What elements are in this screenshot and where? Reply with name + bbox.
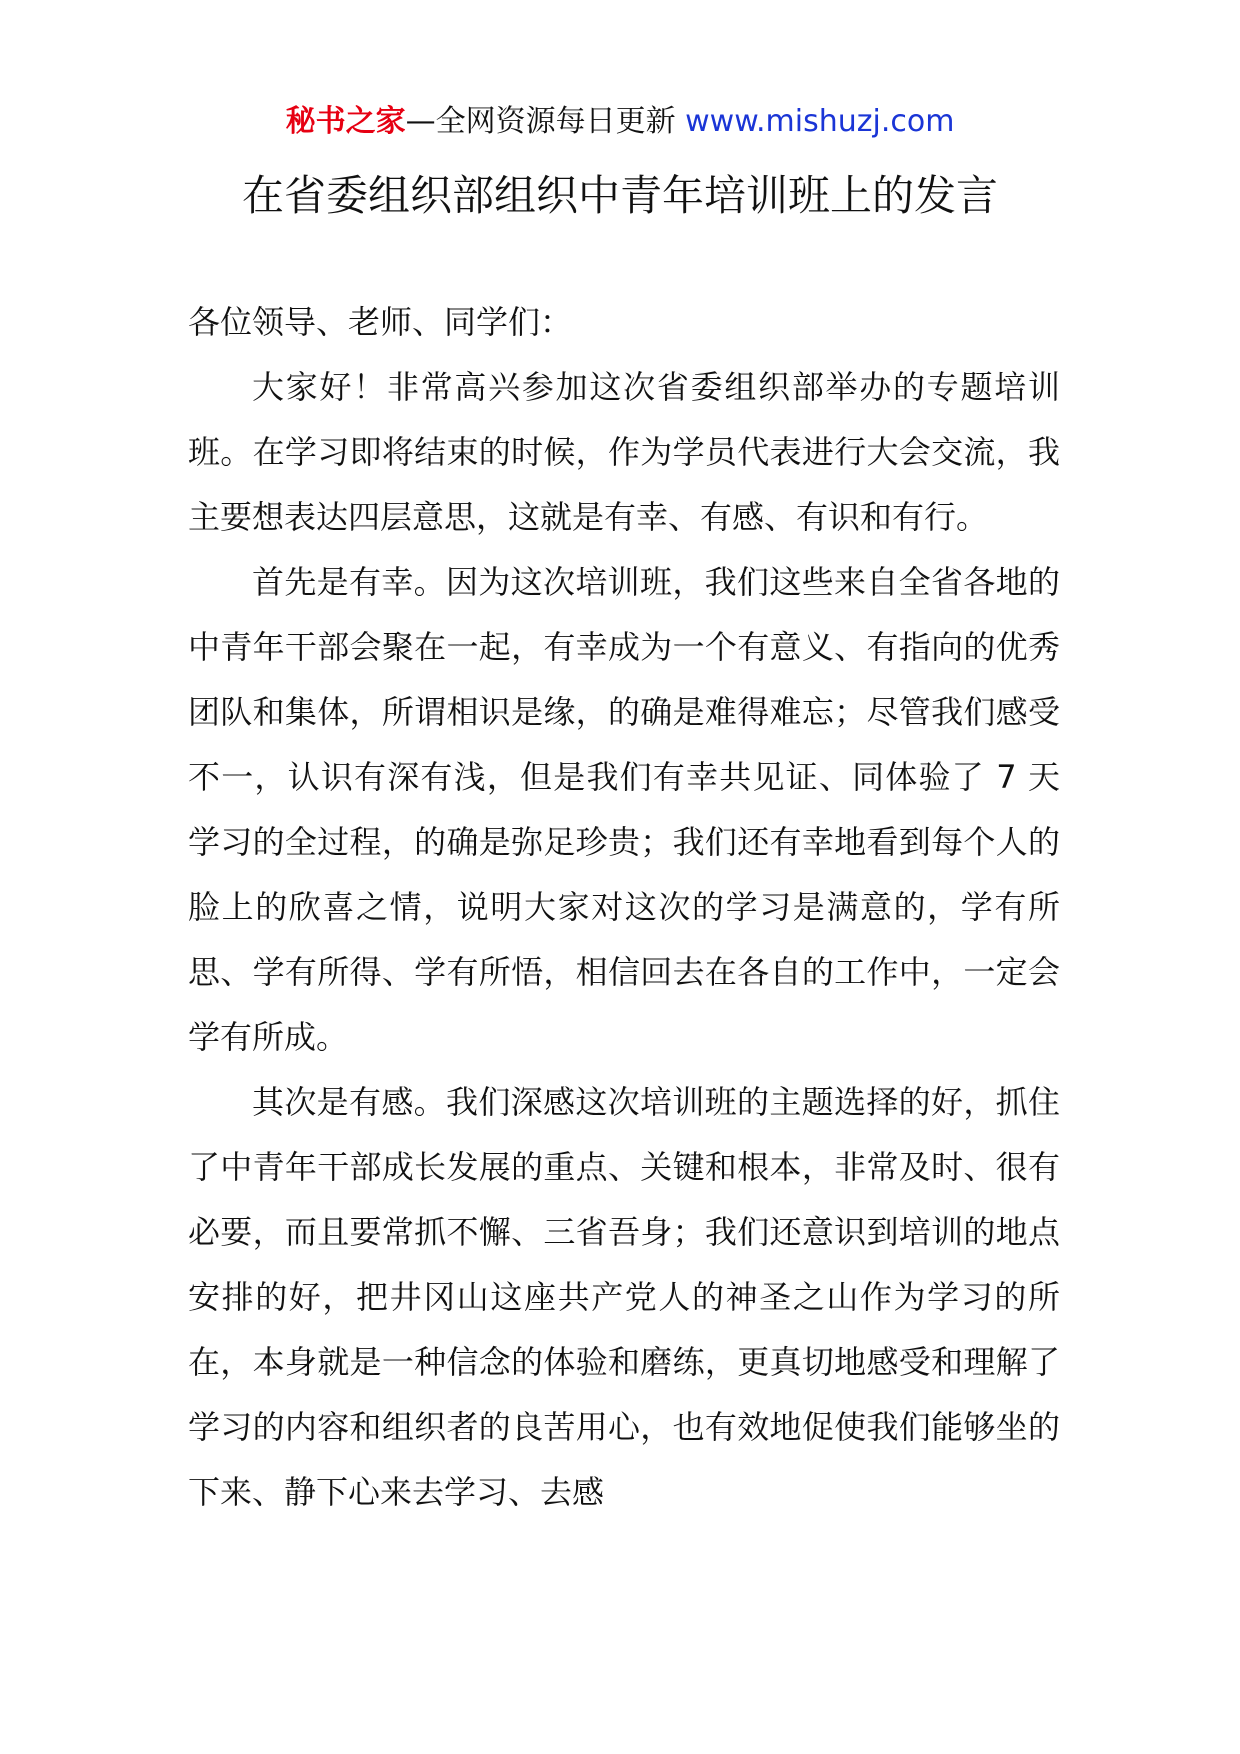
paragraph-intro: 大家好！非常高兴参加这次省委组织部举办的专题培训班。在学习即将结束的时候，作为学员代表进行大会交流，我主要想表达四层意思，这就是有幸、有感、有识和有行。: [188, 368, 1060, 536]
site-brand: 秘书之家: [285, 104, 406, 139]
site-url-link[interactable]: www.mishuzj.com: [685, 104, 955, 139]
document-body: [188, 290, 1060, 1525]
site-tagline: —全网资源每日更新: [405, 104, 686, 139]
paragraph-fortunate: 首先是有幸。因为这次培训班，我们这些来自全省各地的中青年干部会聚在一起，有幸成为一个有意义、有指向的优秀团队和集体，所谓相识是缘，的确是难得难忘；尽管我们感受不一，认识有深有浅，但是我们有幸共见证、同体验了 7 天学习的全过程，的确是弥足珍贵；我们还有幸地看到每个人的脸上的欣喜之情，说明大家对这次的学习是满意的，学有所思、学有所得、学有所悟，相信回去在各自的工作中，一定会学有所成。: [188, 563, 1060, 1056]
paragraph-feelings: 其次是有感。我们深感这次培训班的主题选择的好，抓住了中青年干部成长发展的重点、关键和根本，非常及时、很有必要，而且要常抓不懈、三省吾身；我们还意识到培训的地点安排的好，把井冈山这座共产党人的神圣之山作为学习的所在，本身就是一种信念的体验和磨练，更真切地感受和理解了学习的内容和组织者的良苦用心，也有效地促使我们能够坐的下来、静下心来去学习、去感: [188, 1083, 1060, 1511]
site-header: [0, 102, 1240, 142]
document-title: 在省委组织部组织中青年培训班上的发言: [241, 171, 998, 220]
salutation: 各位领导、老师、同学们：: [188, 303, 573, 341]
